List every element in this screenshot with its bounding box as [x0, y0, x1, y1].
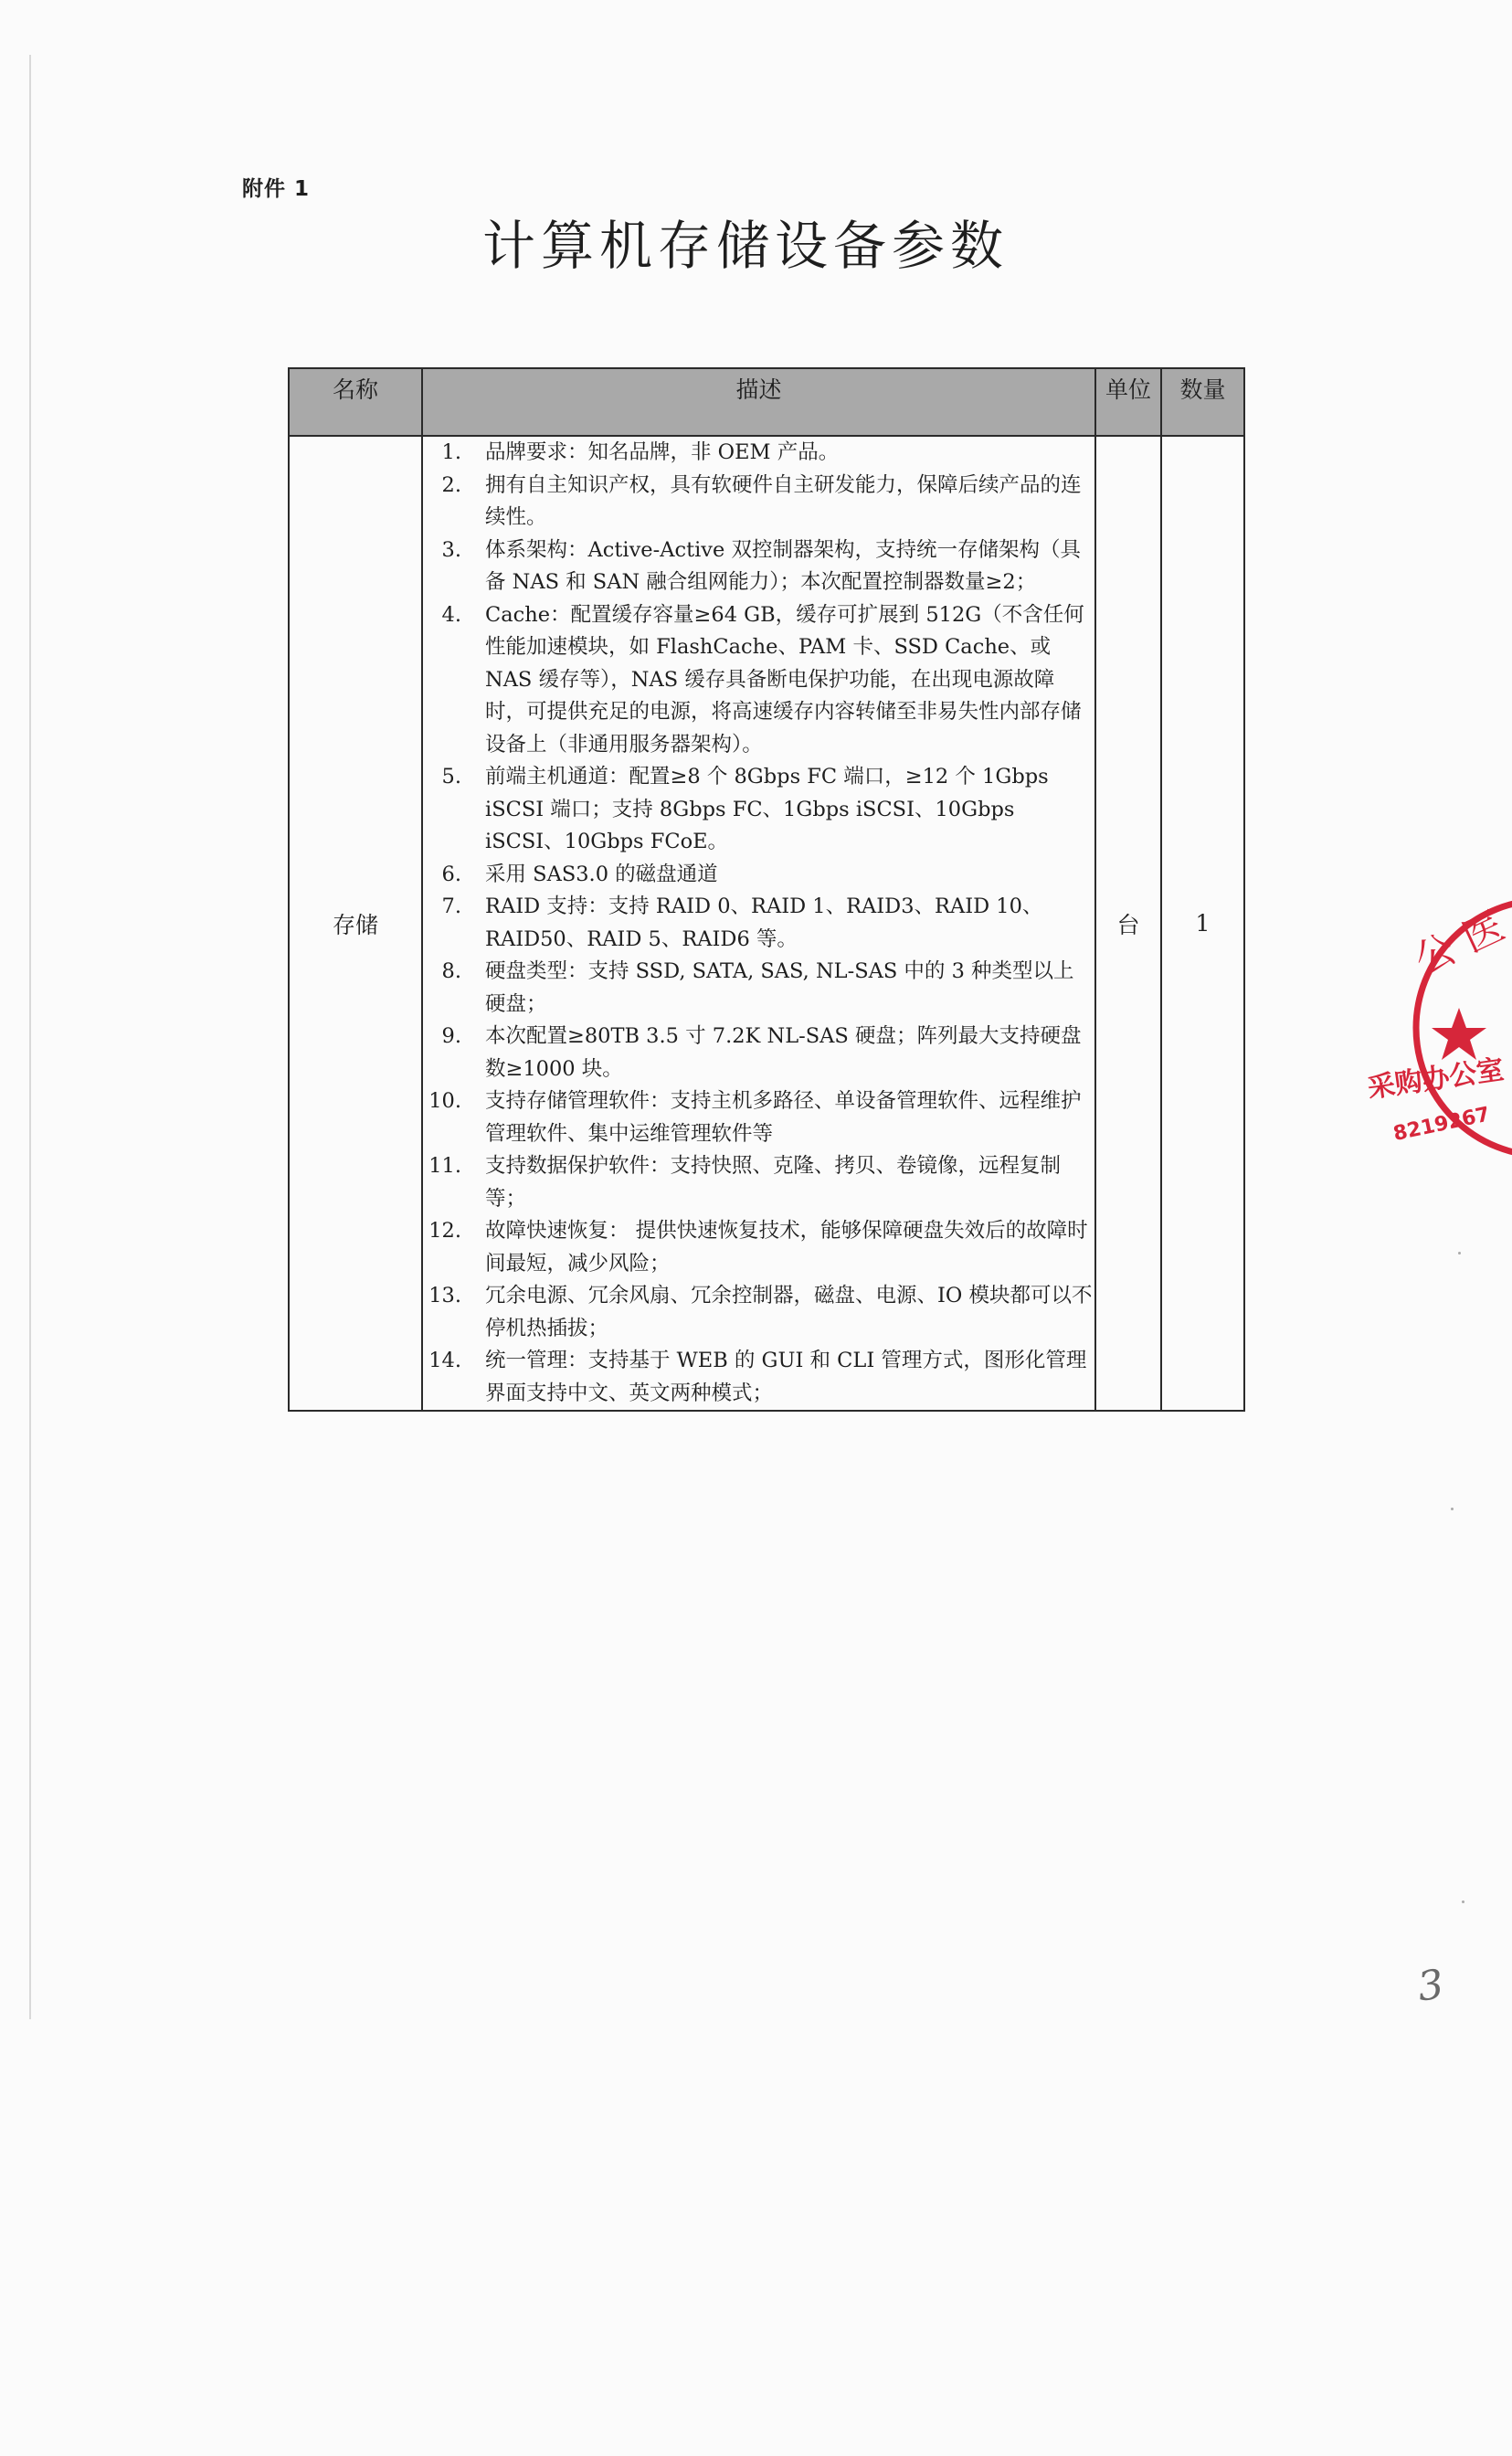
- list-item-number: 13.: [428, 1284, 461, 1307]
- list-item-text: 冗余电源、冗余风扇、冗余控制器，磁盘、电源、IO 模块都可以不停机热插拔；: [485, 1284, 1093, 1340]
- cell-unit: 台: [1095, 436, 1161, 1411]
- list-item: [423, 1021, 1094, 1085]
- list-item-number: 8.: [441, 959, 461, 983]
- cell-description: [422, 436, 1095, 1411]
- svg-text:公 医: 公 医: [1407, 902, 1512, 985]
- header-unit: 单位: [1095, 368, 1161, 436]
- header-quantity: 数量: [1161, 368, 1244, 436]
- attachment-label: 附件 1: [242, 177, 311, 201]
- list-item: [423, 1085, 1094, 1150]
- list-item-number: 7.: [441, 895, 461, 918]
- list-item-text: 硬盘类型：支持 SSD, SATA, SAS, NL-SAS 中的 3 种类型以上硬盘；: [485, 959, 1074, 1016]
- list-item: [423, 437, 1094, 470]
- table-header-row: [289, 368, 1244, 436]
- list-item: [423, 1280, 1094, 1345]
- list-item-number: 1.: [441, 440, 461, 464]
- list-item-text: 支持存储管理软件：支持主机多路径、单设备管理软件、远程维护管理软件、集中运维管理软件等: [485, 1089, 1082, 1146]
- list-item-text: Cache：配置缓存容量≥64 GB，缓存可扩展到 512G（不含任何性能加速模块，如 FlashCache、PAM 卡、SSD Cache、或 NAS 缓存等），NAS 缓存具备断电保护功能，在出现电源故障时，可提供充足的电源，将高速缓存内容转储至非易失性内部存储设备上（非通用服务器架构）。: [485, 602, 1084, 757]
- list-item-text: 统一管理：支持基于 WEB 的 GUI 和 CLI 管理方式，图形化管理界面支持中文、英文两种模式；: [485, 1349, 1087, 1405]
- list-item-number: 9.: [441, 1024, 461, 1048]
- list-item-text: 体系架构：Active-Active 双控制器架构，支持统一存储架构（具备 NAS 和 SAN 融合组网能力）；本次配置控制器数量≥2；: [485, 537, 1081, 594]
- list-item-number: 6.: [441, 862, 461, 886]
- list-item: [423, 859, 1094, 892]
- list-item-number: 11.: [428, 1154, 461, 1178]
- seal-icon: [1365, 891, 1512, 1183]
- list-item-number: 2.: [441, 472, 461, 497]
- svg-text:8219267: 8219267: [1390, 1103, 1492, 1147]
- list-item-text: 本次配置≥80TB 3.5 寸 7.2K NL-SAS 硬盘；阵列最大支持硬盘数≥1000 块。: [485, 1024, 1082, 1081]
- list-item-number: 4.: [441, 602, 461, 627]
- handwritten-page-number: 3: [1414, 1961, 1447, 2011]
- header-description: 描述: [422, 368, 1095, 436]
- list-item: [423, 1215, 1094, 1280]
- list-item-number: 10.: [428, 1089, 461, 1113]
- requirement-list: [423, 437, 1094, 1410]
- list-item-number: 3.: [441, 537, 461, 562]
- list-item-number: 14.: [428, 1349, 461, 1372]
- list-item-text: RAID 支持：支持 RAID 0、RAID 1、RAID3、RAID 10、RAID50、RAID 5、RAID6 等。: [485, 895, 1043, 951]
- list-item: [423, 599, 1094, 762]
- svg-text:采购办公室: 采购办公室: [1365, 1053, 1507, 1105]
- list-item: [423, 761, 1094, 859]
- list-item-text: 前端主机通道：配置≥8 个 8Gbps FC 端口，≥12 个 1Gbps iSCSI 端口；支持 8Gbps FC、1Gbps iSCSI、10Gbps iSCSI、10Gbps FCoE。: [485, 765, 1049, 853]
- scan-speck: [1451, 1508, 1454, 1510]
- scan-speck: [1462, 1900, 1464, 1903]
- list-item: [423, 535, 1094, 599]
- list-item-text: 拥有自主知识产权，具有软硬件自主研发能力，保障后续产品的连续性。: [485, 472, 1082, 529]
- list-item: [423, 1150, 1094, 1215]
- cell-quantity: 1: [1161, 436, 1244, 1411]
- scan-edge-line: [29, 55, 31, 2019]
- spec-table: [288, 367, 1245, 1412]
- list-item: [423, 1345, 1094, 1410]
- list-item: [423, 956, 1094, 1021]
- list-item-number: 5.: [441, 765, 461, 789]
- header-name: 名称: [289, 368, 422, 436]
- list-item-text: 采用 SAS3.0 的磁盘通道: [485, 862, 718, 886]
- table-row: [289, 436, 1244, 1411]
- scan-speck: [1458, 1252, 1461, 1254]
- list-item-text: 支持数据保护软件：支持快照、克隆、拷贝、卷镜像，远程复制等；: [485, 1154, 1062, 1211]
- list-item-text: 故障快速恢复： 提供快速恢复技术，能够保障硬盘失效后的故障时间最短，减少风险；: [485, 1219, 1088, 1276]
- cell-name: 存储: [289, 436, 422, 1411]
- list-item: [423, 470, 1094, 535]
- list-item-number: 12.: [428, 1219, 461, 1243]
- document-title: 计算机存储设备参数: [481, 215, 1009, 277]
- list-item: [423, 891, 1094, 956]
- list-item-text: 品牌要求：知名品牌，非 OEM 产品。: [485, 440, 840, 464]
- official-seal-stamp: [1365, 891, 1512, 1183]
